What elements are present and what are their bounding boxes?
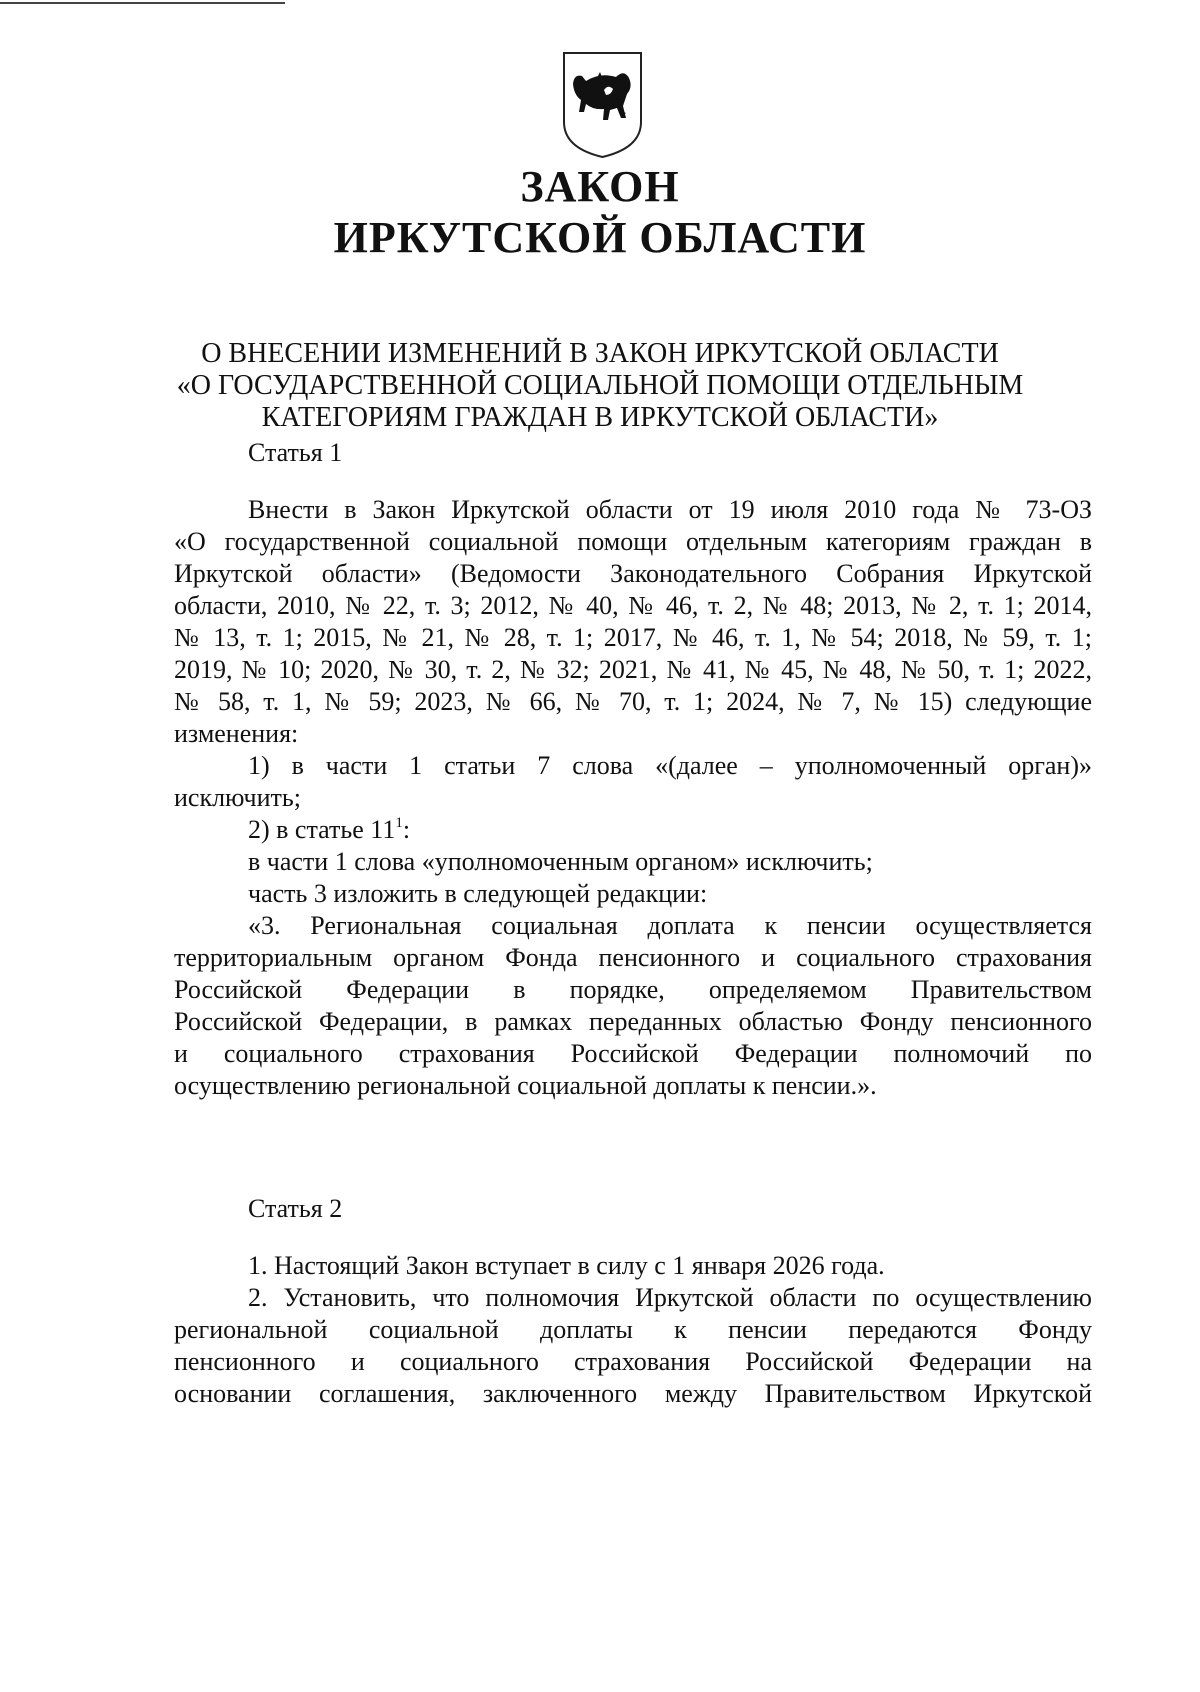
subject-line: «О ГОСУДАРСТВЕННОЙ СОЦИАЛЬНОЙ ПОМОЩИ ОТДЕЛЬНЫМ: [176, 370, 1024, 401]
article-reference: 2) в статье 11: [248, 815, 396, 844]
article-1-text: [174, 494, 1092, 1102]
subject-line: КАТЕГОРИЯМ ГРАЖДАН В ИРКУТСКОЙ ОБЛАСТИ»: [261, 402, 939, 433]
law-title: ЗАКОН: [520, 162, 680, 211]
region-title: ИРКУТСКОЙ ОБЛАСТИ: [333, 213, 867, 262]
paragraph-line: 2019, № 10; 2020, № 30, т. 2, № 32; 2021, № 41, № 45, № 48, № 50, т. 1; 2022,: [174, 655, 1092, 684]
paragraph-line: [174, 814, 1092, 846]
paragraph-line: Российской Федерации, в рамках переданных областью Фонду пенсионного: [174, 1007, 1092, 1036]
paragraph-line: пенсионного и социального страхования Российской Федерации на: [174, 1347, 1092, 1376]
paragraph-line: 1) в части 1 статьи 7 слова «(далее – уполномоченный орган)»: [248, 751, 1092, 780]
paragraph-line: 2. Установить, что полномочия Иркутской области по осуществлению: [248, 1283, 1092, 1312]
article-1-heading: Статья 1: [248, 438, 343, 467]
paragraph-line: Российской Федерации в порядке, определяемом Правительством: [174, 975, 1092, 1004]
paragraph-line: «3. Региональная социальная доплата к пенсии осуществляется: [248, 911, 1092, 940]
punctuation: :: [402, 815, 411, 844]
paragraph-line: № 13, т. 1; 2015, № 21, № 28, т. 1; 2017, № 46, т. 1, № 54; 2018, № 59, т. 1;: [174, 623, 1092, 652]
article-2-text: [174, 1250, 1092, 1410]
paragraph-line: и социального страхования Российской Федерации полномочий по: [174, 1039, 1092, 1068]
paragraph-line: территориальным органом Фонда пенсионного и социального страхования: [174, 943, 1092, 972]
paragraph-line: региональной социальной доплаты к пенсии передаются Фонду: [174, 1315, 1092, 1344]
law-subject: [150, 338, 1050, 434]
paragraph-line: исключить;: [174, 783, 301, 812]
article-superscript: 1: [395, 815, 403, 831]
article-2-heading: Статья 2: [248, 1194, 343, 1223]
paragraph-line: «О государственной социальной помощи отдельным категориям граждан в: [174, 527, 1092, 556]
paragraph-line: в части 1 слова «уполномоченным органом» исключить;: [248, 847, 873, 876]
paragraph-line: осуществлению региональной социальной доплаты к пенсии.».: [174, 1071, 877, 1100]
coat-of-arms-emblem: [560, 50, 645, 160]
paragraph-line: Внести в Закон Иркутской области от 19 июля 2010 года № 73-ОЗ: [248, 495, 1092, 524]
paragraph-line: основании соглашения, заключенного между Правительством Иркутской: [174, 1379, 1092, 1408]
paragraph-line: № 58, т. 1, № 59; 2023, № 66, № 70, т. 1; 2024, № 7, № 15) следующие: [174, 687, 1092, 716]
paragraph-line: Иркутской области» (Ведомости Законодательного Собрания Иркутской: [174, 559, 1092, 588]
paragraph-line: изменения:: [174, 719, 299, 748]
subject-line: О ВНЕСЕНИИ ИЗМЕНЕНИЙ В ЗАКОН ИРКУТСКОЙ ОБЛАСТИ: [201, 338, 999, 369]
paragraph-line: области, 2010, № 22, т. 3; 2012, № 40, № 46, т. 2, № 48; 2013, № 2, т. 1; 2014,: [174, 591, 1092, 620]
scan-edge-line: [0, 2, 285, 4]
paragraph-line: часть 3 изложить в следующей редакции:: [248, 879, 708, 908]
paragraph-line: 1. Настоящий Закон вступает в силу с 1 января 2026 года.: [248, 1251, 885, 1280]
